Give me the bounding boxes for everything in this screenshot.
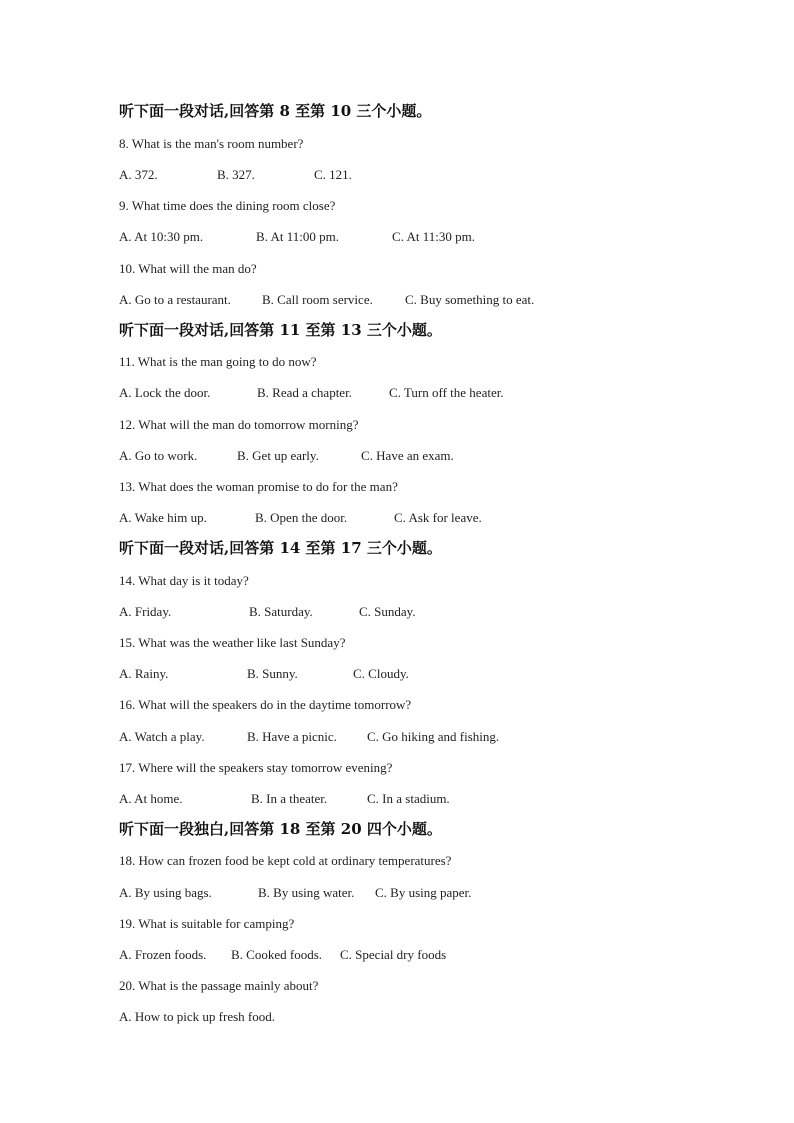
option-a: A. At home. (119, 791, 183, 806)
question-text: 20. What is the passage mainly about? (119, 978, 319, 993)
option-c: C. Buy something to eat. (405, 292, 535, 307)
question-text: 18. How can frozen food be kept cold at ordinary temperatures? (119, 853, 452, 868)
question-text: 19. What is suitable for camping? (119, 916, 295, 931)
option-c: C. By using paper. (375, 885, 472, 900)
option-a: A. Go to a restaurant. (119, 292, 231, 307)
option-c: C. Ask for leave. (394, 510, 482, 525)
option-b: B. Call room service. (262, 292, 373, 307)
question-text: 14. What day is it today? (119, 573, 249, 588)
option-a: A. By using bags. (119, 885, 212, 900)
option-b: B. Saturday. (249, 604, 313, 619)
option-a: A. 372. (119, 167, 158, 182)
option-b: B. Open the door. (255, 510, 348, 525)
option-c: C. At 11:30 pm. (392, 229, 475, 244)
question-text: 11. What is the man going to do now? (119, 354, 317, 369)
option-c: C. Special dry foods (340, 947, 447, 962)
question-text: 9. What time does the dining room close? (119, 198, 336, 213)
option-a: A. How to pick up fresh food. (119, 1009, 275, 1024)
option-c: C. Go hiking and fishing. (367, 729, 500, 744)
section-heading: 听下面一段对话,回答第 11 至第 13 三个小题。 (119, 321, 442, 339)
option-b: B. Cooked foods. (231, 947, 322, 962)
option-c: C. Cloudy. (353, 666, 409, 681)
option-b: B. At 11:00 pm. (256, 229, 339, 244)
option-a: A. Friday. (119, 604, 172, 619)
option-c: C. Have an exam. (361, 448, 454, 463)
option-c: C. Sunday. (359, 604, 416, 619)
option-b: B. In a theater. (251, 791, 328, 806)
option-a: A. Wake him up. (119, 510, 207, 525)
section-heading: 听下面一段对话,回答第 8 至第 10 三个小题。 (119, 102, 432, 120)
option-c: C. 121. (314, 167, 352, 182)
option-a: A. Watch a play. (119, 729, 205, 744)
option-b: B. Have a picnic. (247, 729, 337, 744)
question-text: 10. What will the man do? (119, 261, 257, 276)
option-a: A. Rainy. (119, 666, 169, 681)
question-text: 16. What will the speakers do in the daytime tomorrow? (119, 697, 412, 712)
option-a: A. Go to work. (119, 448, 198, 463)
option-b: B. By using water. (258, 885, 355, 900)
option-b: B. Read a chapter. (257, 385, 352, 400)
option-c: C. Turn off the heater. (389, 385, 504, 400)
question-text: 17. Where will the speakers stay tomorrow evening? (119, 760, 393, 775)
option-c: C. In a stadium. (367, 791, 450, 806)
section-heading: 听下面一段对话,回答第 14 至第 17 三个小题。 (119, 539, 442, 557)
option-b: B. Get up early. (237, 448, 319, 463)
question-text: 8. What is the man's room number? (119, 136, 304, 151)
option-b: B. 327. (217, 167, 255, 182)
section-heading: 听下面一段独白,回答第 18 至第 20 四个小题。 (119, 820, 442, 838)
option-b: B. Sunny. (247, 666, 298, 681)
option-a: A. Frozen foods. (119, 947, 207, 962)
option-a: A. At 10:30 pm. (119, 229, 204, 244)
question-text: 13. What does the woman promise to do for the man? (119, 479, 398, 494)
question-text: 15. What was the weather like last Sunday? (119, 635, 346, 650)
option-a: A. Lock the door. (119, 385, 211, 400)
question-text: 12. What will the man do tomorrow morning? (119, 417, 359, 432)
